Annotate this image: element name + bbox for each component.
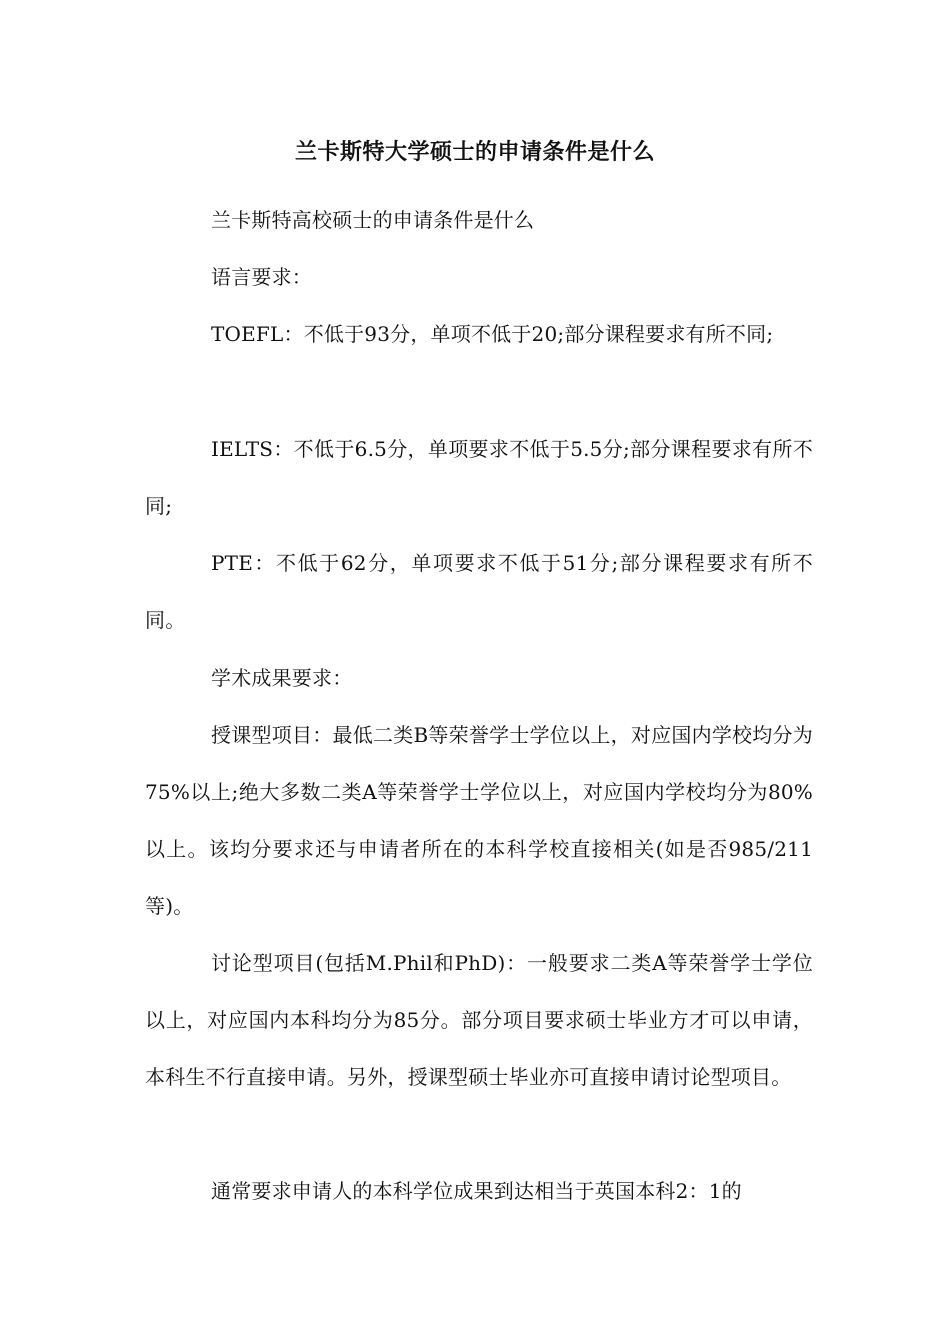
paragraph-degree-requirement: 通常要求申请人的本科学位成果到达相当于英国本科2：1的 (211, 1179, 742, 1203)
paragraph-language-heading: 语言要求： (211, 265, 312, 289)
document-title: 兰卡斯特大学硕士的申请条件是什么 (294, 139, 655, 165)
paragraph-subtitle: 兰卡斯特高校硕士的申请条件是什么 (211, 208, 535, 232)
paragraph-ielts: IELTS：不低于6.5分，单项要求不低于5.5分;部分课程要求有所不同; (145, 437, 813, 518)
paragraph-toefl: TOEFL：不低于93分，单项不低于20;部分课程要求有所不同; (211, 322, 774, 346)
paragraph-research-programs: 讨论型项目(包括M.Phil和PhD)：一般要求二类A等荣誉学士学位以上，对应国内本科均分为85分。部分项目要求硕士毕业方才可以申请，本科生不行直接申请。另外，授课型硕士毕业亦可直接申请讨论型项目。 (145, 951, 813, 1089)
paragraph-academic-heading: 学术成果要求： (211, 666, 353, 690)
paragraph-pte: PTE：不低于62分，单项要求不低于51分;部分课程要求有所不同。 (145, 551, 813, 632)
paragraph-taught-programs: 授课型项目：最低二类B等荣誉学士学位以上，对应国内学校均分为75%以上;绝大多数二类A等荣誉学士学位以上，对应国内学校均分为80%以上。该均分要求还与申请者所在的本科学校直接相关(如是否985/211等)。 (145, 723, 813, 918)
